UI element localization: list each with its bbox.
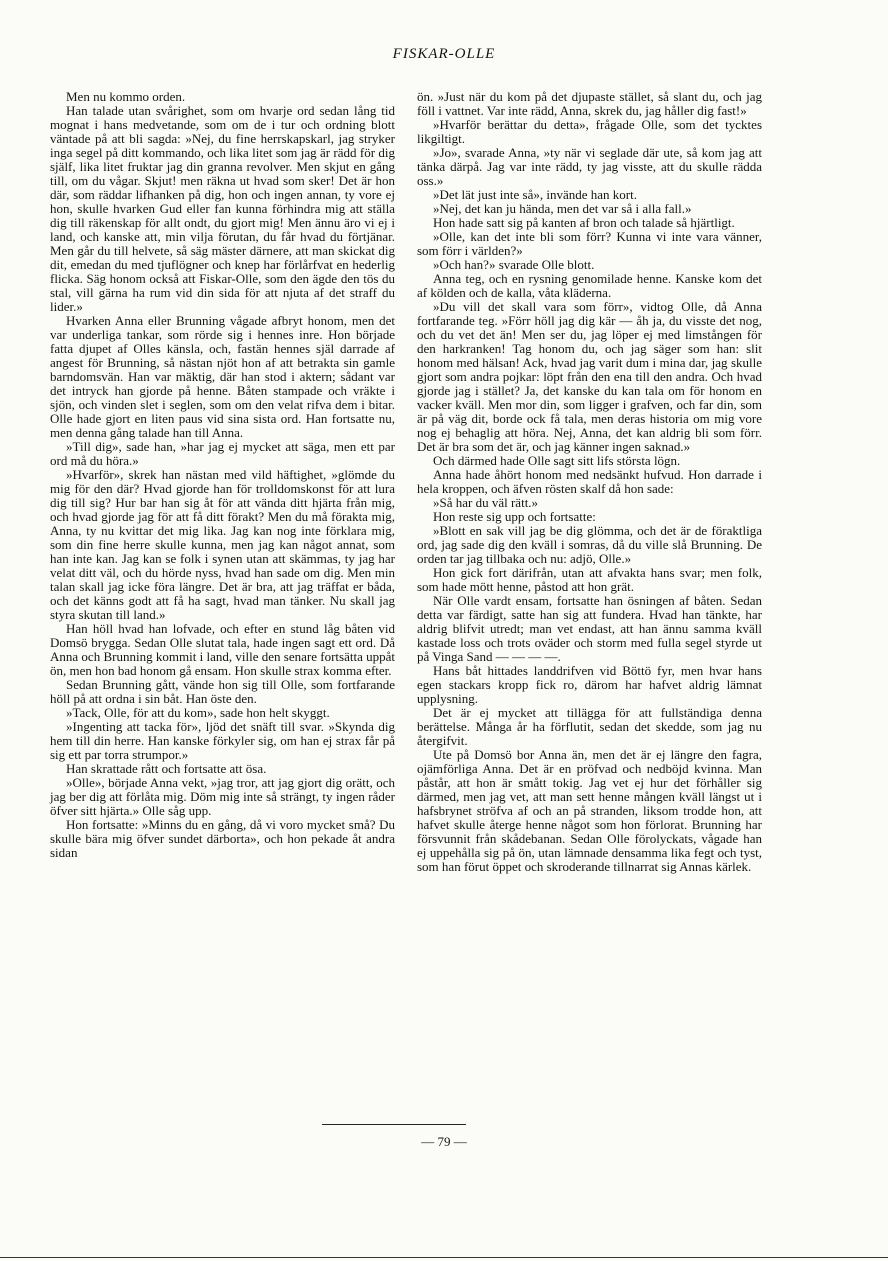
paragraph: »Blott en sak vill jag be dig glömma, och det är de föraktliga ord, jag sade dig den kväll i somras, då du ville slå Brunning. De orden tar jag tillbaka och nu: adjö, Olle.» (417, 523, 762, 566)
page-number: — 79 — (421, 1134, 467, 1149)
paragraph: ön. »Just när du kom på det djupaste stället, så slant du, och jag föll i vattnet. Var inte rädd, Anna, skrek du, jag håller dig fast!» (417, 89, 762, 118)
paragraph: Det är ej mycket att tillägga för att fullständiga denna berättelse. Många år ha förflutit, sedan det skedde, som jag nu återgifvit. (417, 705, 762, 748)
paragraph: När Olle vardt ensam, fortsatte han ösningen af båten. Sedan detta var färdigt, satte han sig att fundera. Hvad han tänkte, har aldrig blifvit utredt; man vet endast, att han ännu samma kväll kastade loss och trots oväder och storm med fulla segel styrde ut på Vinga Sand — — — —. (417, 593, 762, 664)
paragraph: »Olle, kan det inte bli som förr? Kunna vi inte vara vänner, som förr i världen?» (417, 229, 762, 258)
paragraph: Anna hade åhört honom med nedsänkt hufvud. Hon darrade i hela kroppen, och äfven rösten skalf då hon sade: (417, 467, 762, 496)
paragraph: »Tack, Olle, för att du kom», sade hon helt skyggt. (66, 705, 330, 720)
paragraph: »Ingenting att tacka för», ljöd det snäft till svar. »Skynda dig hem till din herre. Han kanske förkyler sig, om han ej strax får på sig ett par torra strumpor.» (50, 719, 395, 762)
paragraph: Hon gick fort därifrån, utan att afvakta hans svar; men folk, som hade mött henne, påstod att hon grät. (417, 565, 762, 594)
paragraph: »Du vill det skall vara som förr», vidtog Olle, då Anna fortfarande teg. »Förr höll jag dig kär — åh ja, du visste det nog, och du vet det än! Men ser du, jag löper ej med limstången för den harkranken! Tag honom du, och jag säger som han: slit honom med hälsan! Ack, hvad jag varit dum i mina dar, jag skulle gjort som andra pojkar: löpt från den ena till den andra. Och hvad gjorde jag i stället? Ja, det kanske du kan tala om för honom en vacker kväll. Men mor din, som ligger i grafven, och far din, som är på väg dit, borde ock få tala, men deras historia om mig vore nog ej behaglig att höra. Nej, Anna, det kan aldrig bli som förr. Det är bra som det är, och jag känner ingen saknad.» (417, 299, 762, 454)
paragraph: Hon hade satt sig på kanten af bron och talade så hjärtligt. (433, 215, 735, 230)
paragraph: Hon reste sig upp och fortsatte: (433, 509, 596, 524)
paragraph: »Olle», började Anna vekt, »jag tror, att jag gjort dig orätt, och jag ber dig att förlåta mig. Döm mig inte så strängt, ty ingen råder öfver sitt hjärta.» Olle såg upp. (50, 775, 395, 818)
running-title: FISKAR-OLLE (392, 46, 496, 62)
paragraph: Hon fortsatte: »Minns du en gång, då vi voro mycket små? Du skulle bära mig öfver sundet därborta», och hon pekade åt andra sidan (50, 817, 395, 860)
paragraph: »Nej, det kan ju hända, men det var så i alla fall.» (433, 201, 692, 216)
bottom-edge-line (0, 1257, 888, 1258)
paragraph: Men nu kommo orden. (66, 89, 186, 104)
paragraph: »Hvarför», skrek han nästan med vild häftighet, »glömde du mig för den där? Hvad gjorde han för trolldomskonst för att lura dig till sig? Hur bar han sig åt för att vända ditt hjärta från mig, och hvad gjorde jag för att få ditt förakt? Men du må förakta mig, Anna, ty nu kvittar det mig lika. Jag kan nog inte förklara mig, som din fine herre skulle kunna, men jag kan något annat, som han inte kan. Jag kan se folk i synen utan att skämmas, ty jag har velat ditt väl, och du hörde nyss, hvad han sade om dig. Men min talan skall jag icke föra längre. Det är bra, att jag träffat er båda, och det känns godt att få ha sagt, hvad man tänker. Nu skall jag styra skutan till land.» (50, 467, 395, 622)
paragraph: Anna teg, och en rysning genomilade henne. Kanske kom det af kölden och de kalla, våta kläderna. (417, 271, 762, 300)
paragraph: Sedan Brunning gått, vände hon sig till Olle, som fortfarande höll på att ordna i sin båt. Han öste den. (50, 677, 395, 706)
paragraph: Hvarken Anna eller Brunning vågade afbryt honom, men det var underliga tankar, som rörde sig i hennes inre. Hon började fatta djupet af Olles känsla, och, fastän hennes själ darrade af angest för Brunning, så nästan njöt hon af att betrakta sin gamle barndomsvän. Han var mäktig, där han stod i aktern; sådant var det intryck han gjorde på henne. Båten stampade och vräkte i sjön, och vinden slet i seglen, som om den velat rifva dem i bitar. Olle hade gjort en liten paus vid sina sista ord. Han fortsatte nu, men denna gång talade han till Anna. (50, 313, 395, 440)
paragraph: »Så har du väl rätt.» (433, 495, 539, 510)
paragraph: »Hvarför berättar du detta», frågade Olle, som det tycktes likgiltigt. (417, 117, 762, 146)
paragraph: »Det lät just inte så», invände han kort. (433, 187, 637, 202)
paragraph: Han talade utan svårighet, som om hvarje ord sedan lång tid mognat i hans medvetande, som om de i tur och ordning blott väntade på att bli sagda: »Nej, du fine herrskapskarl, jag stryker inga segel på ditt kommando, och lika litet som jag är rädd för dig själf, lika litet fruktar jag din granna revolver. Men skjut en gång till, om du vågar. Skjut! men räkna ut hvad som sker! Det är hon där, som räddar lifhanken på dig, hon och ingen annan, ty vore ej hon, skulle hvarken Gud eller fan kunna förhindra mig att ställa dig till räkenskap för allt ondt, du gjort mig! Men ännu äro vi ej i land, och kanske att, min vilja förutan, du får hvad du förtjänar. Men går du till helvete, så säg mäster därnere, att man skickat dig dit, emedan du med tjuflögner och knep har förlårfvat en hederlig flicka. Säg honom också att Fiskar-Olle, som den ägde den tös du stal, vill gärna ha rum vid din sida för att njuta af det straff du lider.» (50, 103, 395, 314)
paragraph: Han höll hvad han lofvade, och efter en stund låg båten vid Domsö brygga. Sedan Olle slutat tala, hade ingen sagt ett ord. Då Anna och Brunning kommit i land, ville den senare fortsätta uppåt ön, men hon bad honom gå ensam. Hon skulle strax komma efter. (50, 621, 395, 678)
paragraph: Han skrattade rått och fortsatte att ösa. (66, 761, 267, 776)
paragraph: »Jo», svarade Anna, »ty när vi seglade där ute, så kom jag att tänka därpå. Jag var inte rädd, ty jag visste, att du skulle rädda oss.» (417, 145, 762, 188)
left-column (50, 90, 395, 860)
right-column (417, 90, 762, 874)
paragraph: »Till dig», sade han, »har jag ej mycket att säga, men ett par ord må du höra.» (50, 439, 395, 468)
paragraph: Hans båt hittades landdrifven vid Böttö fyr, men hvar hans egen stackars kropp fick ro, därom har hafvet aldrig lämnat upplysning. (417, 663, 762, 706)
paragraph: Och därmed hade Olle sagt sitt lifs största lögn. (433, 453, 681, 468)
end-rule (322, 1124, 466, 1125)
paragraph: »Och han?» svarade Olle blott. (433, 257, 595, 272)
paragraph: Ute på Domsö bor Anna än, men det är ej längre den fagra, ojämförliga Anna. Det är en pröfvad och nedböjd kvinna. Man påstår, att hon är smått tokig. Jag vet ej hur det förhåller sig därmed, men jag vet, att man sett henne mången kväll längst ut i hafsbrynet ströfva af och an på stranden, liksom trodde hon, att hafvet skulle återge henne något som hon förlorat. Brunning har försvunnit från skådebanan. Sedan Olle förolyckats, vågade han ej uppehålla sig på ön, utan lämnade densamma lika fegt och tyst, som han förut öppet och skroderande tillnarrat sig Annas kärlek. (417, 747, 762, 874)
